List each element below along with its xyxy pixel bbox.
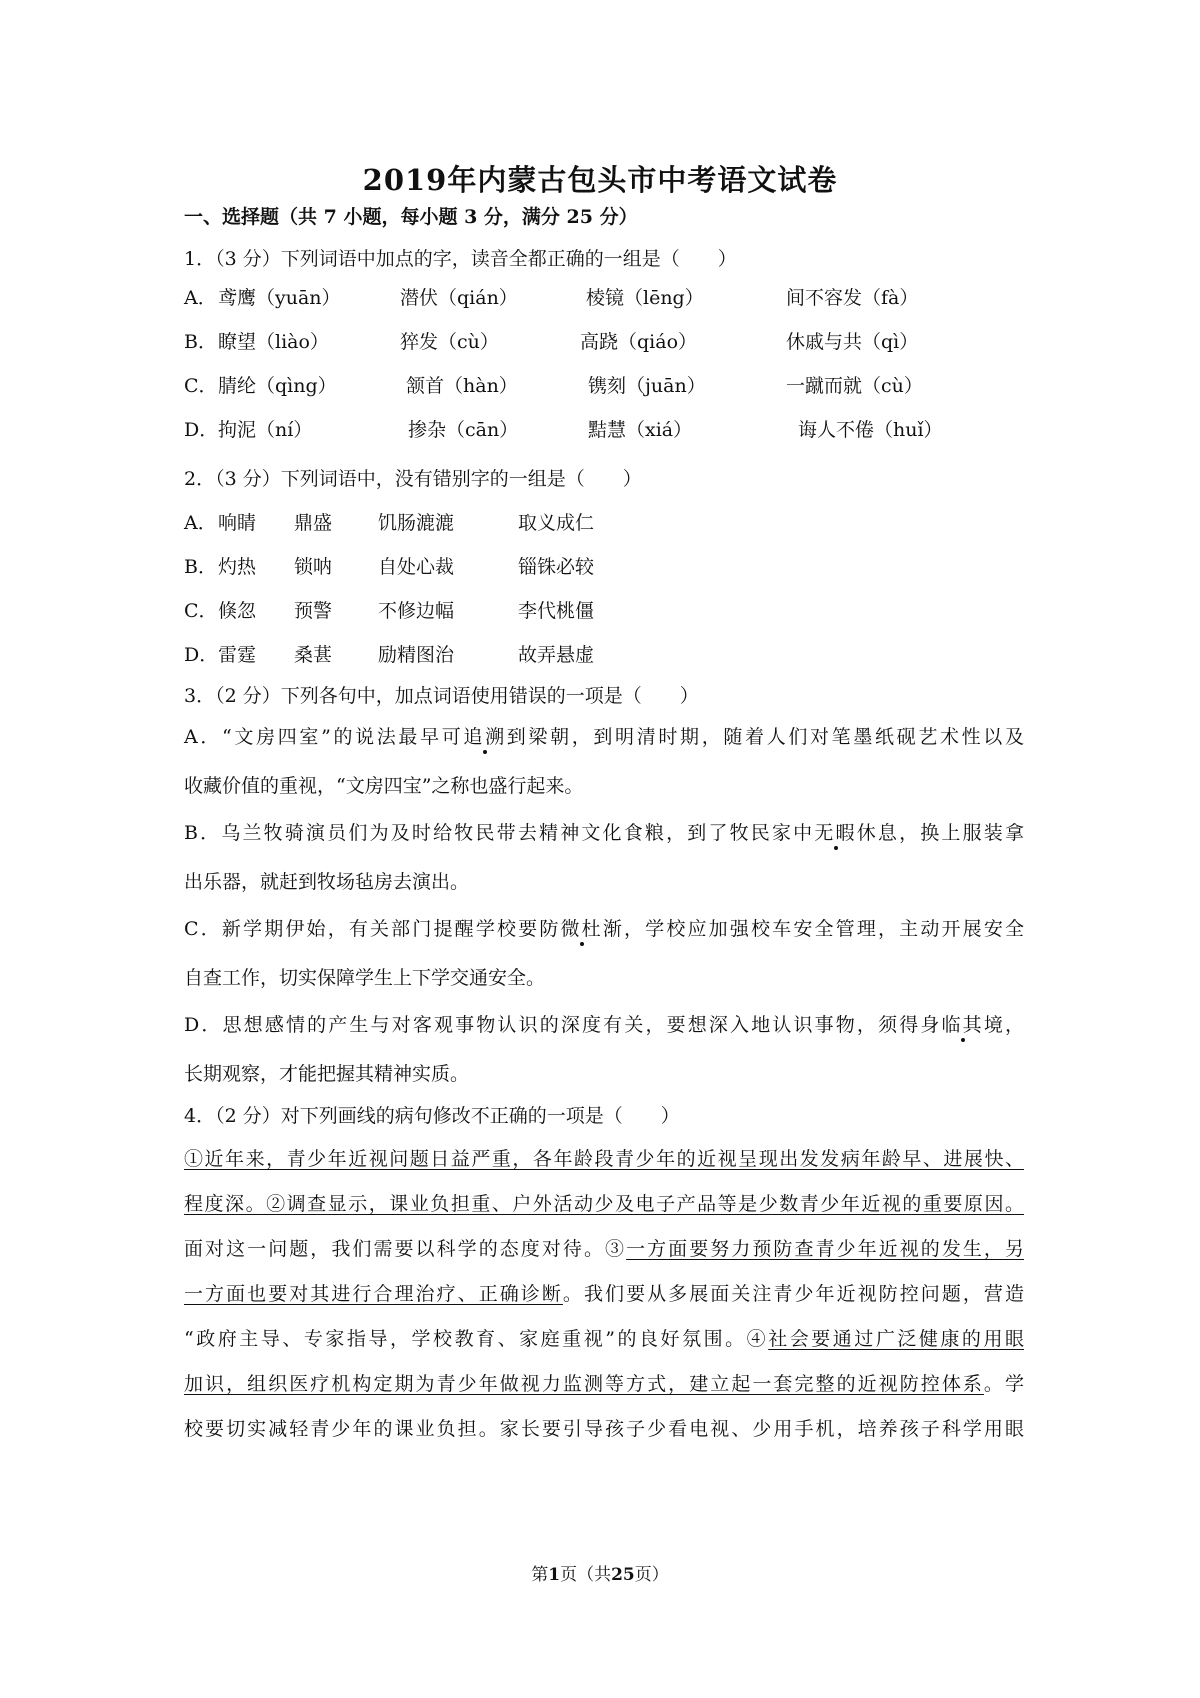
- option-label: C．: [184, 600, 218, 622]
- passage-line-5: [184, 1326, 1024, 1352]
- dotted-word: 防微杜渐: [539, 918, 625, 940]
- option-item: 励精图治: [378, 644, 455, 666]
- passage-line-3: [184, 1236, 1024, 1262]
- option-item: 取义成仁: [518, 512, 595, 534]
- option-item: 锱铢必较: [518, 556, 595, 578]
- text-segment: B．乌兰牧骑演员们为及时给牧民带去精神文化食粮，到了牧民家中: [184, 822, 815, 844]
- text-segment: 。学: [983, 1373, 1024, 1395]
- dotted-word: 身临其境: [920, 1014, 1005, 1036]
- footer-text: 页）: [634, 1565, 669, 1585]
- option-item: 鼎盛: [294, 512, 333, 534]
- option-item: 锁呐: [294, 556, 333, 578]
- option-label: B．: [184, 331, 217, 353]
- text-segment: 到梁朝，到明清时期，随着人们对笔墨纸砚艺术性以及: [506, 726, 1024, 748]
- text-segment: 。我们要从多展面关注青少年近视防控问题，营造: [562, 1283, 1024, 1305]
- text-segment: ，学校应加强校车安全管理，主动开展安全: [624, 918, 1024, 940]
- section-heading: 一、选择题（共 7 小题，每小题 3 分，满分 25 分）: [184, 206, 638, 228]
- question-2-stem: 2．（3 分）下列词语中，没有错别字的一组是（ ）: [184, 468, 642, 490]
- text-segment: 休息，换上服装拿: [856, 822, 1024, 844]
- option-item: 自处心裁: [378, 556, 455, 578]
- option-item: 瞭望（liào）: [218, 331, 329, 353]
- option-item: 诲人不倦（huǐ）: [798, 419, 943, 441]
- text-segment: A．“文房四室”的说法最早可: [184, 726, 464, 748]
- passage-line-4: [184, 1281, 1024, 1307]
- option-label: A．: [184, 512, 217, 534]
- option-label: B．: [184, 556, 217, 578]
- underlined-text: 加识，组织医疗机构定期为青少年做视力监测等方式，建立起一套完整的近视防控体系: [184, 1373, 984, 1395]
- page-number: 1: [548, 1565, 561, 1585]
- option-item: 拘泥（ní）: [218, 419, 313, 441]
- option-item: 不修边幅: [378, 600, 455, 622]
- page-total: 25: [611, 1565, 635, 1585]
- passage-line-1: ①近年来，青少年近视问题日益严重，各年龄段青少年的近视呈现出发发病年龄早、进展快、: [184, 1148, 1024, 1170]
- option-item: 故弄悬虚: [518, 644, 595, 666]
- passage-line-7: 校要切实减轻青少年的课业负担。家长要引导孩子少看电视、少用手机，培养孩子科学用眼: [184, 1418, 1024, 1440]
- underlined-text: 社会要通过广泛健康的用眼: [768, 1328, 1024, 1350]
- option-item: 黠慧（xiá）: [588, 419, 693, 441]
- option-item: 桑葚: [294, 644, 333, 666]
- option-label: C．: [184, 375, 218, 397]
- footer-text: 页（共: [560, 1565, 612, 1585]
- option-item: 猝发（cù）: [400, 331, 499, 353]
- option-item: 李代桃僵: [518, 600, 595, 622]
- option-item: 掺杂（cān）: [408, 419, 519, 441]
- option-item: 间不容发（fà）: [786, 287, 919, 309]
- text-segment: 面对这一问题，我们需要以科学的态度对待。③: [184, 1238, 627, 1260]
- question-3-option-d: [184, 1012, 1024, 1038]
- underlined-text: 一方面也要对其进行合理治疗、正确诊断: [184, 1283, 563, 1305]
- option-label: D．: [184, 419, 219, 441]
- option-item: 颔首（hàn）: [406, 375, 518, 397]
- option-item: 棱镜（lēng）: [586, 287, 704, 309]
- underlined-text: 一方面要努力预防查青少年近视的发生，另: [626, 1238, 1024, 1260]
- question-3-option-d-cont: 长期观察，才能把握其精神实质。: [184, 1063, 470, 1085]
- question-4-stem: 4．（2 分）对下列画线的病句修改不正确的一项是（ ）: [184, 1105, 680, 1127]
- option-item: 倏忽: [218, 600, 257, 622]
- option-item: 雷霆: [218, 644, 257, 666]
- option-item: 潜伏（qián）: [400, 287, 518, 309]
- question-3-option-a: [184, 724, 1024, 750]
- text-segment: D．思想感情的产生与对客观事物认识的深度有关，要想深入地认识事物，须得: [184, 1014, 921, 1036]
- passage-line-2: 程度深。②调查显示，课业负担重、户外活动少及电子产品等是少数青少年近视的重要原因。: [184, 1193, 1024, 1215]
- option-item: 灼热: [218, 556, 257, 578]
- text-segment: C．新学期伊始，有关部门提醒学校要: [184, 918, 540, 940]
- dotted-word: 无暇: [814, 822, 857, 844]
- option-item: 鸢鹰（yuān）: [218, 287, 341, 309]
- text-segment: “政府主导、专家指导，学校教育、家庭重视”的良好氛围。④: [184, 1328, 769, 1350]
- option-item: 休戚与共（qì）: [786, 331, 919, 353]
- option-item: 响睛: [218, 512, 257, 534]
- page-title: 2019年内蒙古包头市中考语文试卷: [362, 163, 838, 197]
- option-item: 高跷（qiáo）: [580, 331, 698, 353]
- option-item: 预警: [294, 600, 333, 622]
- passage-line-6: [184, 1371, 1024, 1397]
- footer-text: 第: [531, 1565, 549, 1585]
- question-1-stem: 1．（3 分）下列词语中加点的字，读音全都正确的一组是（ ）: [184, 248, 737, 270]
- question-3-option-c-cont: 自查工作，切实保障学生上下学交通安全。: [184, 967, 546, 989]
- question-3-option-c: [184, 916, 1024, 942]
- question-3-stem: 3．（2 分）下列各句中，加点词语使用错误的一项是（ ）: [184, 685, 699, 707]
- question-3-option-b: [184, 820, 1024, 846]
- page-footer: [0, 1560, 1200, 1585]
- option-label: A．: [184, 287, 217, 309]
- text-segment: ，: [1004, 1014, 1024, 1036]
- option-item: 饥肠漉漉: [378, 512, 455, 534]
- option-item: 腈纶（qìng）: [218, 375, 337, 397]
- question-3-option-b-cont: 出乐器，就赶到牧场毡房去演出。: [184, 871, 470, 893]
- option-item: 镌刻（juān）: [588, 375, 706, 397]
- option-item: 一蹴而就（cù）: [786, 375, 923, 397]
- dotted-word: 追溯: [463, 726, 507, 748]
- question-3-option-a-cont: 收藏价值的重视，“文房四宝”之称也盛行起来。: [184, 775, 584, 797]
- option-label: D．: [184, 644, 219, 666]
